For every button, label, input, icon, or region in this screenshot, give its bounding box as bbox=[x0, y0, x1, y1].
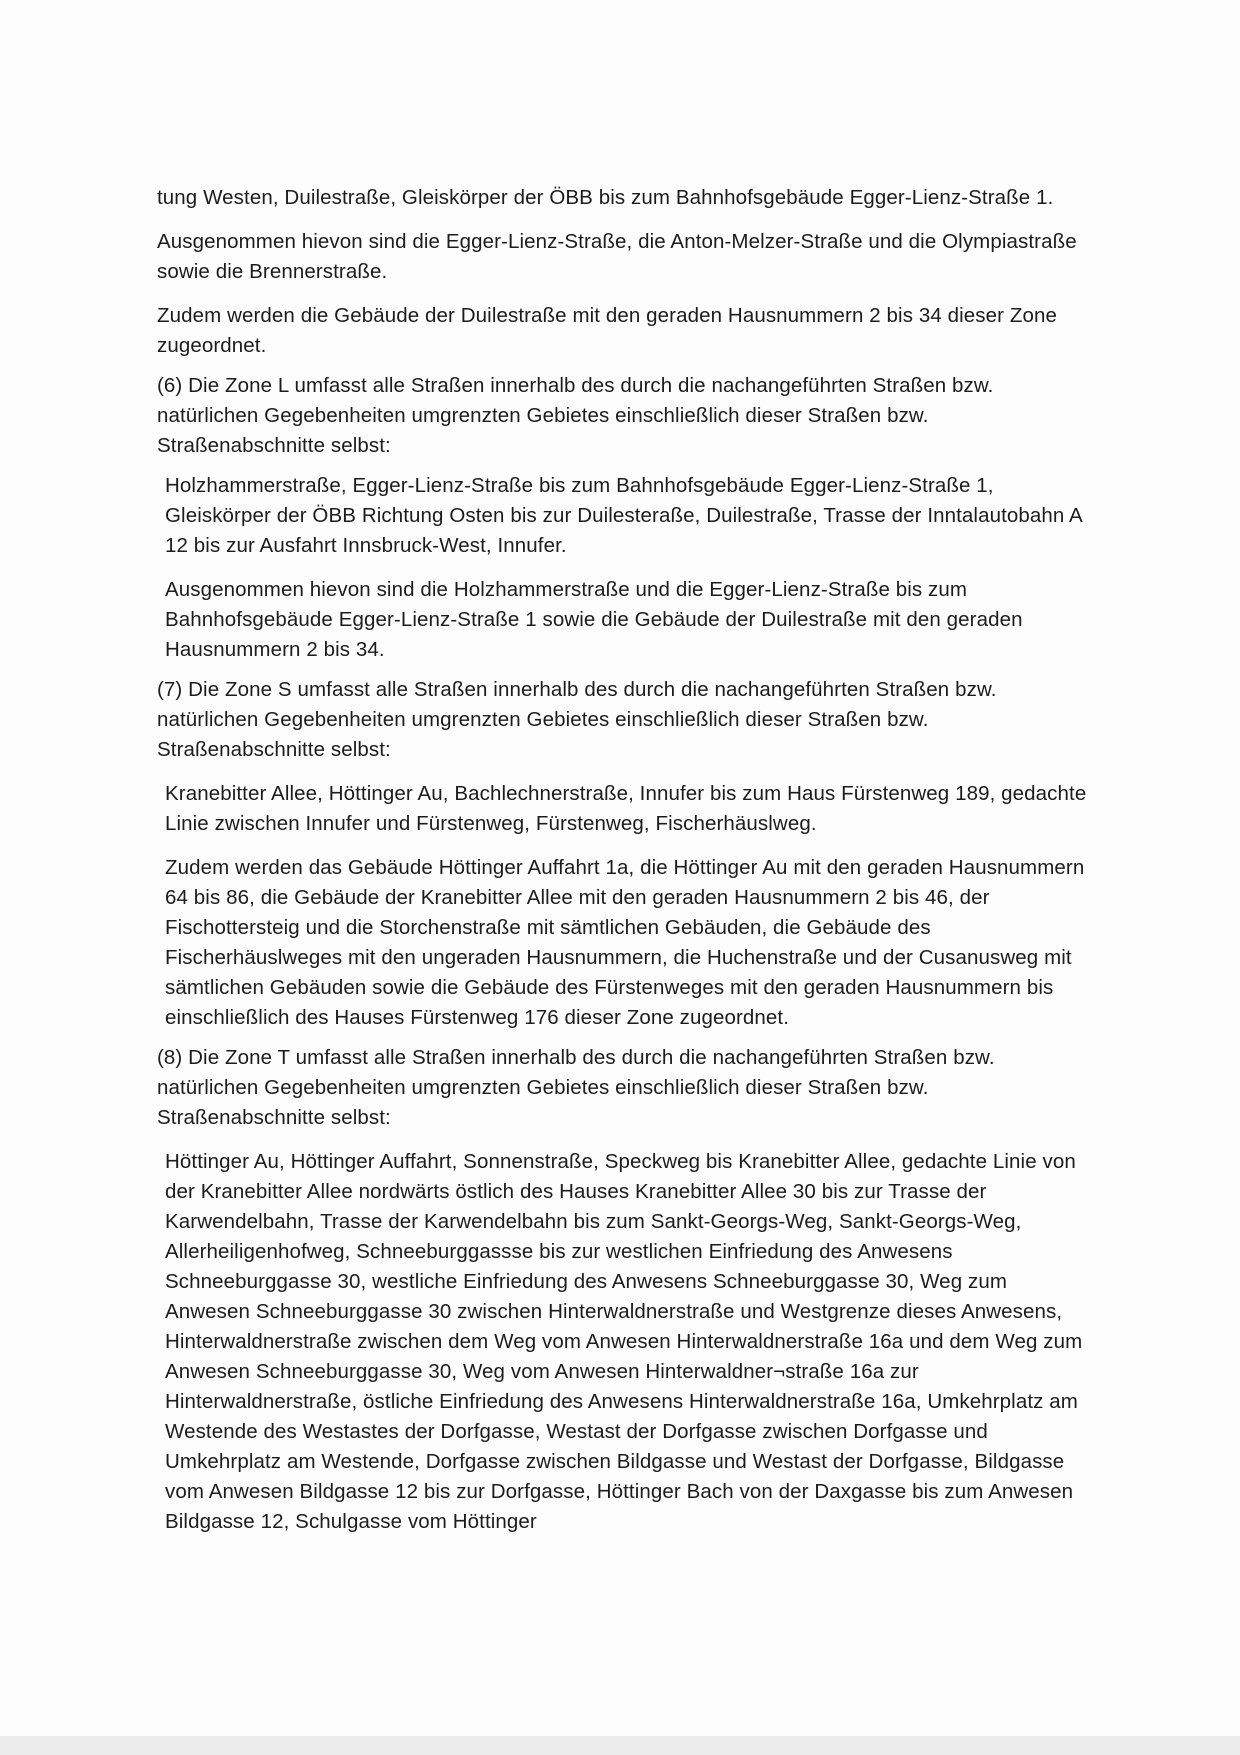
paragraph-zone-l-streets: Holzhammerstraße, Egger-Lienz-Straße bis zum Bahnhofsgebäude Egger-Lienz-Straße 1, Gleiskörper der ÖBB Richtung Osten bis zur Duilesteraße, Duilestraße, Trasse der Inntalautobahn A 12 bis zur Ausfahrt Innsbruck-West, Innufer. bbox=[165, 474, 1082, 557]
scan-bottom-edge bbox=[0, 1736, 1240, 1755]
paragraph-zone-t-streets: Höttinger Au, Höttinger Auffahrt, Sonnenstraße, Speckweg bis Kranebitter Allee, gedachte Linie von der Kranebitter Allee nordwärts östlich des Hauses Kranebitter Allee 30 bis zur Trasse der Karwendelbahn, Trasse der Karwendelbahn bis zum Sankt-Georgs-Weg, Sankt-Georgs-Weg, Allerheiligenhofweg, Schneeburggassse bis zur westlichen Einfriedung des Anwesens Schneeburggasse 30, westliche Einfriedung des Anwesens Schneeburggasse 30, Weg zum Anwesen Schneeburggasse 30 zwischen Hinterwaldnerstraße und Westgrenze dieses Anwesens, Hinterwaldnerstraße zwischen dem Weg vom Anwesen Hinterwaldnerstraße 16a und dem Weg zum Anwesen Schneeburggasse 30, Weg vom Anwesen Hinterwaldner¬straße 16a zur Hinterwaldnerstraße, östliche Einfriedung des Anwesens Hinterwaldnerstraße 16a, Umkehrplatz am Westende des Westastes der Dorfgasse, Westast der Dorfgasse zwischen Dorfgasse und Umkehrplatz am Westende, Dorfgasse zwischen Bildgasse und Westast der Dorfgasse, Bildgasse vom Anwesen Bildgasse 12 bis zur Dorfgasse, Höttinger Bach von der Daxgasse bis zum Anwesen Bildgasse 12, Schulgasse vom Höttinger bbox=[165, 1150, 1083, 1533]
paragraph-zone-l-exceptions: Ausgenommen hievon sind die Holzhammerstraße und die Egger-Lienz-Straße bis zum Bahnhofsgebäude Egger-Lienz-Straße 1 sowie die Gebäude der Duilestraße mit den geraden Hausnummern 2 bis 34. bbox=[165, 578, 1023, 661]
paragraph-assignment-zone-k: Zudem werden die Gebäude der Duilestraße mit den geraden Hausnummern 2 bis 34 dieser Zone zugeordnet. bbox=[157, 304, 1057, 357]
document-body bbox=[157, 183, 1089, 1537]
paragraph-zone-t-heading: (8) Die Zone T umfasst alle Straßen innerhalb des durch die nachangeführten Straßen bzw. natürlichen Gegebenheiten umgrenzten Gebietes einschließlich dieser Straßen bzw. Straßenabschnitte selbst: bbox=[157, 1046, 995, 1129]
paragraph-zone-l-heading: (6) Die Zone L umfasst alle Straßen innerhalb des durch die nachangeführten Straßen bzw. natürlichen Gegebenheiten umgrenzten Gebietes einschließlich dieser Straßen bzw. Straßenabschnitte selbst: bbox=[157, 374, 994, 457]
paragraph-continuation: tung Westen, Duilestraße, Gleiskörper der ÖBB bis zum Bahnhofsgebäude Egger-Lienz-Straße 1. bbox=[157, 186, 1054, 209]
paragraph-zone-s-streets: Kranebitter Allee, Höttinger Au, Bachlechnerstraße, Innufer bis zum Haus Fürstenweg 189, gedachte Linie zwischen Innufer und Fürstenweg, Fürstenweg, Fischerhäuslweg. bbox=[165, 782, 1087, 835]
paragraph-exception-zone-k: Ausgenommen hievon sind die Egger-Lienz-Straße, die Anton-Melzer-Straße und die Olympiastraße sowie die Brennerstraße. bbox=[157, 230, 1077, 283]
paragraph-zone-s-heading: (7) Die Zone S umfasst alle Straßen innerhalb des durch die nachangeführten Straßen bzw. natürlichen Gegebenheiten umgrenzten Gebietes einschließlich dieser Straßen bzw. Straßenabschnitte selbst: bbox=[157, 678, 997, 761]
paragraph-zone-s-assignment: Zudem werden das Gebäude Höttinger Auffahrt 1a, die Höttinger Au mit den geraden Hausnummern 64 bis 86, die Gebäude der Kranebitter Allee mit den geraden Hausnummern 2 bis 46, der Fischottersteig und die Storchenstraße mit sämtlichen Gebäuden, die Gebäude des Fischerhäuslweges mit den ungeraden Hausnummern, die Huchenstraße und der Cusanusweg mit sämtlichen Gebäuden sowie die Gebäude des Fürstenweges mit den geraden Hausnummern bis einschließlich des Hauses Fürstenweg 176 dieser Zone zugeordnet. bbox=[165, 856, 1085, 1029]
